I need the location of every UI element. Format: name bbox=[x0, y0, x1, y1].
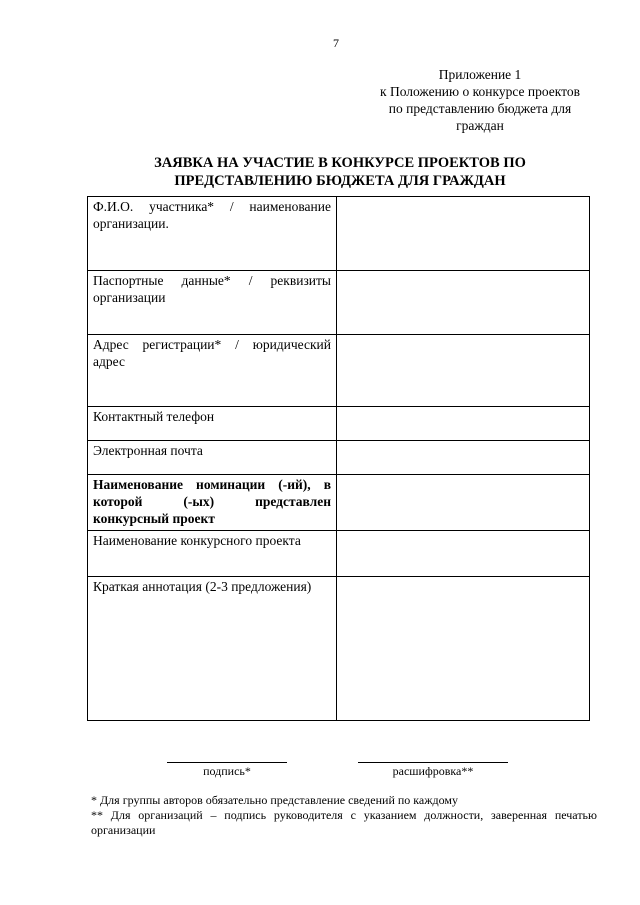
field-project-name[interactable] bbox=[337, 531, 590, 577]
footnotes bbox=[91, 793, 597, 838]
document-title bbox=[90, 154, 590, 190]
appendix-line-2: к Положению о конкурсе проектов bbox=[380, 84, 580, 99]
application-form-table bbox=[87, 196, 590, 721]
form-row-phone bbox=[88, 407, 590, 441]
form-row-name bbox=[88, 197, 590, 271]
field-email[interactable] bbox=[337, 441, 590, 475]
signature-line[interactable] bbox=[167, 762, 287, 763]
field-address[interactable] bbox=[337, 335, 590, 407]
label-project-name: Наименование конкурсного проекта bbox=[88, 531, 337, 577]
footnote-2: ** Для организаций – подпись руководителя с указанием должности, заверенная печатью организации bbox=[91, 808, 597, 837]
field-name[interactable] bbox=[337, 197, 590, 271]
label-annotation: Краткая аннотация (2-3 предложения) bbox=[88, 577, 337, 721]
label-name: Ф.И.О. участника* / наименование организации. bbox=[88, 197, 337, 271]
signature-caption: подпись* bbox=[203, 764, 251, 778]
form-row-passport bbox=[88, 271, 590, 335]
label-address: Адрес регистрации* / юридический адрес bbox=[88, 335, 337, 407]
field-phone[interactable] bbox=[337, 407, 590, 441]
label-nomination: Наименование номинации (-ий), в которой (-ых) представлен конкурсный проект bbox=[88, 475, 337, 531]
decode-line[interactable] bbox=[358, 762, 508, 763]
form-row-address bbox=[88, 335, 590, 407]
appendix-line-4: граждан bbox=[456, 118, 504, 133]
label-email: Электронная почта bbox=[88, 441, 337, 475]
field-annotation[interactable] bbox=[337, 577, 590, 721]
decode-caption: расшифровка** bbox=[392, 764, 474, 778]
title-line-2: ПРЕДСТАВЛЕНИЮ БЮДЖЕТА ДЛЯ ГРАЖДАН bbox=[174, 173, 506, 189]
form-row-nomination bbox=[88, 475, 590, 531]
form-row-project-name bbox=[88, 531, 590, 577]
appendix-header bbox=[355, 66, 605, 134]
appendix-line-1: Приложение 1 bbox=[438, 67, 522, 82]
page-number: 7 bbox=[333, 36, 339, 50]
appendix-line-3: по представлению бюджета для bbox=[388, 101, 572, 116]
label-passport: Паспортные данные* / реквизиты организации bbox=[88, 271, 337, 335]
label-phone: Контактный телефон bbox=[88, 407, 337, 441]
field-nomination[interactable] bbox=[337, 475, 590, 531]
form-row-email bbox=[88, 441, 590, 475]
title-line-1: ЗАЯВКА НА УЧАСТИЕ В КОНКУРСЕ ПРОЕКТОВ ПО bbox=[154, 155, 526, 171]
footnote-1: * Для группы авторов обязательно представление сведений по каждому bbox=[91, 793, 459, 807]
form-row-annotation bbox=[88, 577, 590, 721]
field-passport[interactable] bbox=[337, 271, 590, 335]
